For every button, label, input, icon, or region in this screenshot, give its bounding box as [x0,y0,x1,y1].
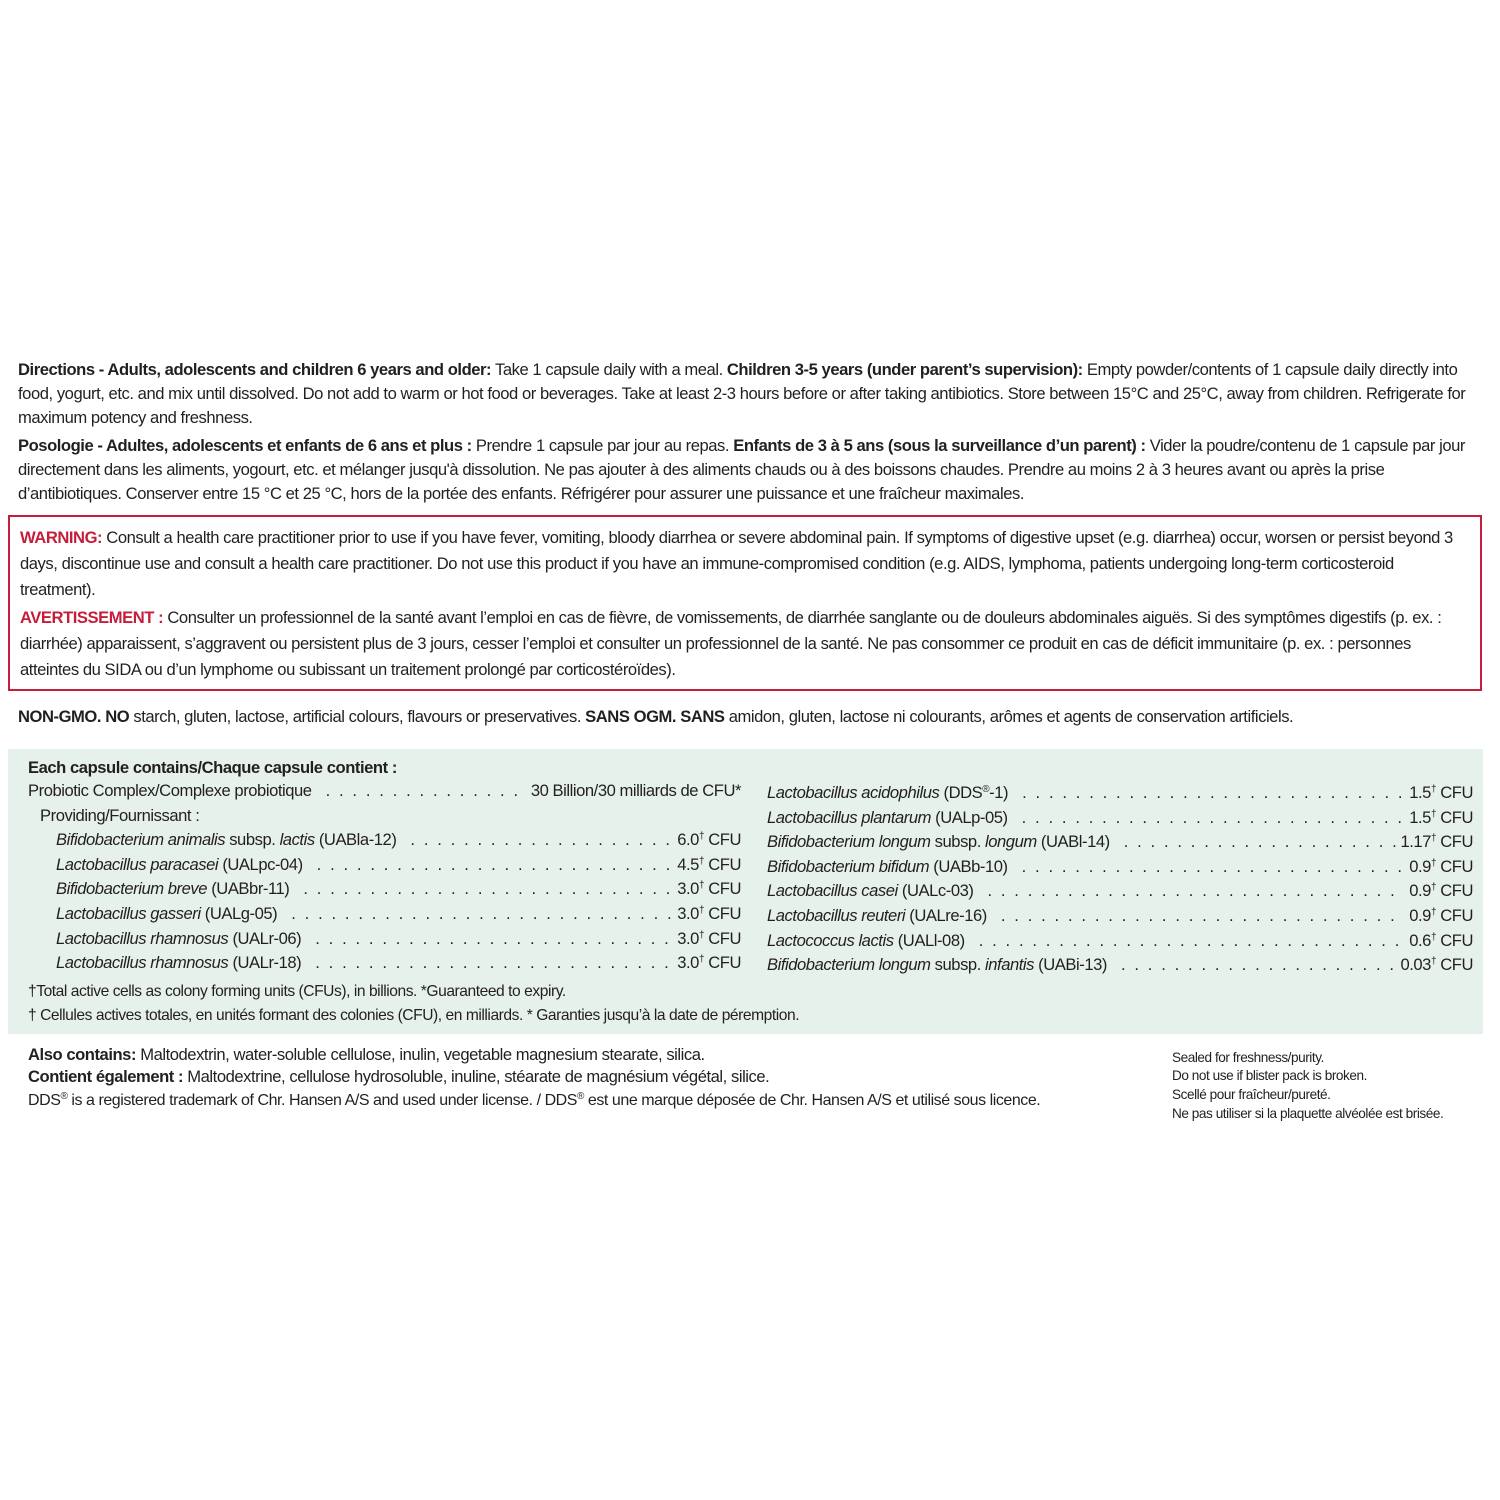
strain-count [677,951,741,976]
strain-code: (UALpc-04) [218,854,303,874]
directions-en-label2: Children 3-5 years (under parent’s supervision): [726,360,1083,379]
leader-dots [1121,953,1397,978]
strain-count [1409,781,1473,806]
strain-name [56,927,301,952]
also-contains-fr [28,1066,1040,1088]
also-contains-fr-label: Contient également : [28,1066,184,1086]
strain-code: (UALr-18) [228,953,302,973]
strain-code: (UALp-05) [930,807,1008,827]
dagger-mark: † [698,831,705,843]
strain-code: (UABb-10) [929,856,1008,876]
strain-name [56,902,277,927]
also-contains-block [18,1044,1040,1123]
leader-dots [1124,830,1397,855]
probiotic-complex-name: Probiotic Complex/Complexe probiotique [28,781,312,800]
dagger-mark: † [698,954,705,966]
strain-row [767,879,1473,904]
non-gmo-en-bold: NON-GMO. NO [18,707,130,726]
strain-value: 0.9 [1409,856,1431,876]
registered-mark: ® [60,1090,68,1102]
strain-code: (UABl-14) [1036,832,1110,852]
directions-fr-text1: Prendre 1 capsule par jour au repas. [471,436,734,455]
strain-row [28,828,741,853]
dagger-mark: † [1430,784,1437,795]
strain-name [767,855,1008,880]
strain-value: 1.5 [1409,807,1431,827]
strain-genus: Bifidobacterium animalis [56,830,226,850]
strain-name [56,853,303,878]
strain-name [767,953,1107,978]
warning-en [20,525,1472,603]
strain-row [767,904,1473,929]
non-gmo-statement [18,705,1480,729]
directions-fr-label: Posologie - Adultes, adolescents et enfants de 6 ans et plus : [18,436,472,455]
strain-code: (DDS [939,783,983,802]
strain-unit: CFU [704,928,741,948]
strain-genus: Lactobacillus casei [767,881,898,901]
dagger-mark: † [1430,808,1437,820]
strain-name [767,830,1110,855]
strain-code: (UALl-08) [893,930,965,950]
leader-dots [315,927,673,952]
strain-unit: CFU [1436,783,1473,802]
dagger-mark: † [1430,882,1437,894]
strain-value: 3.0 [677,903,699,923]
strain-row [767,781,1473,806]
strain-genus: Lactobacillus gasseri [56,903,201,923]
strain-name [56,951,301,976]
strain-value: 6.0 [677,830,699,850]
strain-count [677,927,741,952]
product-label [18,358,1480,1123]
strain-genus: Bifidobacterium breve [56,879,208,899]
ingredients-panel [8,749,1483,1034]
strain-row [28,877,741,902]
footnote-fr: † Cellules actives totales, en unités formant des colonies (CFU), en milliards. * Garanties jusqu’à la date de péremption. [28,1006,800,1024]
registered-mark: ® [577,1090,584,1102]
leader-dots [987,879,1405,904]
strain-row [767,830,1473,855]
leader-dots [1022,781,1405,806]
providing-row [28,804,741,829]
strain-value: 1.17 [1400,832,1431,852]
dagger-mark: † [1430,833,1437,845]
strain-name [767,806,1008,831]
strain-count [1409,855,1473,880]
strain-genus: Lactobacillus acidophilus [767,783,940,802]
strain-genus: Lactobacillus rhamnosus [56,953,229,973]
directions-en-text1: Take 1 capsule daily with a meal. [491,360,727,379]
leader-dots [317,853,674,878]
dagger-mark: † [1430,931,1437,943]
probiotic-complex-value: 30 Billion/30 milliards de CFU* [530,781,741,800]
strain-value: 0.6 [1409,930,1431,950]
strain-name [767,781,1008,806]
warning-fr-text: Consulter un professionnel de la santé avant l’emploi en cas de fièvre, de vomissements, de diarrhée sanglante ou de douleurs abdominales aiguës. Si des symptômes digestifs (p. ex. : diarrhée) apparaissent, s’aggravent ou persistent plus de 3 jours, cesser l’emploi et consulter un professionnel de la santé. Ne pas consommer ce produit en cas de déficit immunitaire (p. ex. : personnes atteintes du SIDA ou d’un lymphome ou subissant un traitement prolongé par corticostéroïdes). [20,608,1442,679]
strain-subsp: subsp. [930,832,986,852]
strain-value: 0.03 [1400,955,1431,975]
leader-dots [979,929,1406,954]
strain-subspecies: infantis [985,955,1034,975]
strain-count [1409,879,1473,904]
strain-count [677,877,741,902]
strain-unit: CFU [1436,832,1473,852]
dagger-mark: † [698,855,705,867]
strain-name [767,904,987,929]
strain-unit: CFU [1436,881,1473,901]
providing-label: Providing/Fournissant : [40,805,200,825]
strain-name [56,828,396,853]
strain-code: (UABi-13) [1034,955,1107,975]
non-gmo-fr-bold: SANS OGM. SANS [585,707,725,726]
dagger-mark: † [1430,906,1437,918]
ingredients-columns [28,779,1473,978]
sealed-notice [1172,1044,1480,1123]
warning-en-heading: WARNING: [20,528,103,547]
strain-count [1409,929,1473,954]
ingredients-column-right [767,779,1473,978]
sealed-line-2: Do not use if blister pack is broken. [1172,1068,1367,1084]
strain-genus: Lactobacillus paracasei [56,854,219,874]
strain-code: (UALc-03) [897,881,974,901]
strain-row [28,951,741,976]
leader-dots [326,779,527,804]
ingredients-title: Each capsule contains/Chaque capsule contient : [28,758,397,777]
strain-genus: Bifidobacterium bifidum [767,856,930,876]
strain-genus: Lactococcus lactis [767,930,894,950]
strain-count [677,853,741,878]
dagger-mark: † [698,880,705,892]
strain-genus: Bifidobacterium longum [767,832,931,852]
bottom-section [18,1044,1480,1123]
strain-unit: CFU [1436,856,1473,876]
leader-dots [315,951,673,976]
trademark-dds-1: DDS [28,1091,61,1109]
strain-value: 3.0 [677,879,699,899]
strain-genus: Bifidobacterium longum [767,955,931,975]
strain-count [1400,953,1473,978]
leader-dots [1001,904,1405,929]
strain-row [767,855,1473,880]
non-gmo-en-text: starch, gluten, lactose, artificial colours, flavours or preservatives. [129,707,586,726]
strain-name [56,877,289,902]
directions-en-label: Directions - Adults, adolescents and children 6 years and older: [18,360,492,379]
warning-fr-heading: AVERTISSEMENT : [20,608,164,627]
directions-fr-text2: Vider la poudre/contenu de 1 capsule par jour directement dans les aliments, yogourt, etc. et mélanger jusqu'à dissolution. Ne pas ajouter à des aliments chauds ou à des boissons chaudes. Prendre au moins 2 à 3 heures avant ou après la prise d’antibiotiques. Conserver entre 15 °C et 25 °C, hors de la portée des enfants. Réfrigérer pour assurer une puissance et une fraîcheur maximales. [18,436,1465,503]
strain-subspecies: longum [985,832,1037,852]
strain-unit: CFU [704,854,741,874]
leader-dots [1022,806,1406,831]
non-gmo-fr-text: amidon, gluten, lactose ni colourants, arômes et agents de conservation artificiels. [724,707,1294,726]
strain-code: (UALr-06) [228,928,302,948]
strain-subsp: subsp. [930,955,986,975]
strain-subsp: subsp. [225,830,280,850]
registered-mark: ® [982,784,990,795]
trademark-text-2: est une marque déposée de Chr. Hansen A/S et utilisé sous licence. [583,1091,1041,1109]
sealed-line-4: Ne pas utiliser si la plaquette alvéolée est brisée. [1172,1105,1444,1121]
strain-value: 0.9 [1409,905,1431,925]
sealed-line-1: Sealed for freshness/purity. [1172,1049,1324,1065]
strain-value: 4.5 [677,854,699,874]
strain-unit: CFU [1436,930,1473,950]
strain-row [28,853,741,878]
sealed-line-3: Scellé pour fraîcheur/pureté. [1172,1086,1331,1102]
strain-value: 0.9 [1409,881,1431,901]
strain-count [1409,904,1473,929]
left-strain-list [28,828,741,976]
probiotic-complex-row [28,779,741,804]
strain-code: (UALg-05) [200,903,278,923]
also-contains-en-label: Also contains: [28,1044,137,1064]
also-contains-en-text: Maltodextrin, water-soluble cellulose, inulin, vegetable magnesium stearate, silica. [136,1044,705,1064]
strain-code: (UABbr-11) [207,879,290,899]
strain-name [767,929,965,954]
strain-unit: CFU [704,830,741,850]
strain-count [677,828,741,853]
strain-code: (UABla-12) [314,830,397,850]
leader-dots [291,902,673,927]
strain-row [767,929,1473,954]
strain-code-suffix: -1) [989,783,1009,802]
strain-unit: CFU [1436,807,1473,827]
strain-name [767,879,973,904]
warning-fr [20,605,1472,683]
dagger-mark: † [1430,956,1437,968]
strain-row [28,927,741,952]
strain-count [1409,806,1473,831]
trademark-notice [28,1090,1040,1112]
strain-genus: Lactobacillus reuteri [767,905,906,925]
leader-dots [1022,855,1406,880]
dagger-mark: † [698,929,705,941]
dagger-mark: † [1430,857,1437,869]
trademark-text-1: is a registered trademark of Chr. Hansen A/S and used under license. / DDS [67,1091,578,1109]
directions-en-text2: Empty powder/contents of 1 capsule daily directly into food, yogurt, etc. and mix until dissolved. Do not add to warm or hot food or beverages. Take at least 2-3 hours before or after taking antibiotics. Store between 15°C and 25°C, away from children. Refrigerate for maximum potency and freshness. [18,360,1466,427]
strain-count [677,902,741,927]
warning-box [8,515,1482,691]
strain-value: 3.0 [677,928,699,948]
right-strain-list [767,781,1473,978]
strain-value: 3.0 [677,953,699,973]
also-contains-en [28,1044,1040,1066]
strain-value: 1.5 [1409,783,1431,802]
also-contains-fr-text: Maltodextrine, cellulose hydrosoluble, inuline, stéarate de magnésium végétal, silice. [183,1066,770,1086]
strain-unit: CFU [704,879,741,899]
strain-code: (UALre-16) [905,905,987,925]
strain-subspecies: lactis [279,830,315,850]
strain-row [767,806,1473,831]
directions-fr [18,434,1480,506]
strain-unit: CFU [704,953,741,973]
strain-unit: CFU [1436,905,1473,925]
strain-row [28,902,741,927]
strain-unit: CFU [1436,955,1473,975]
strain-genus: Lactobacillus plantarum [767,807,931,827]
strain-genus: Lactobacillus rhamnosus [56,928,229,948]
warning-en-text: Consult a health care practitioner prior to use if you have fever, vomiting, bloody diarrhea or severe abdominal pain. If symptoms of digestive upset (e.g. diarrhea) occur, worsen or persist beyond 3 days, discontinue use and consult a health care practitioner. Do not use this product if you have an immune-compromised condition (e.g. AIDS, lymphoma, patients undergoing long-term corticosteroid treatment). [20,528,1453,599]
leader-dots [410,828,673,853]
leader-dots [303,877,673,902]
ingredients-column-left [28,779,741,978]
footnote-en: †Total active cells as colony forming units (CFUs), in billions. *Guaranteed to expiry. [28,982,566,1000]
strain-row [767,953,1473,978]
directions-en [18,358,1480,430]
strain-unit: CFU [704,903,741,923]
strain-count [1400,830,1473,855]
directions-fr-label2: Enfants de 3 à 5 ans (sous la surveillance d’un parent) : [733,436,1146,455]
dagger-mark: † [698,904,705,916]
